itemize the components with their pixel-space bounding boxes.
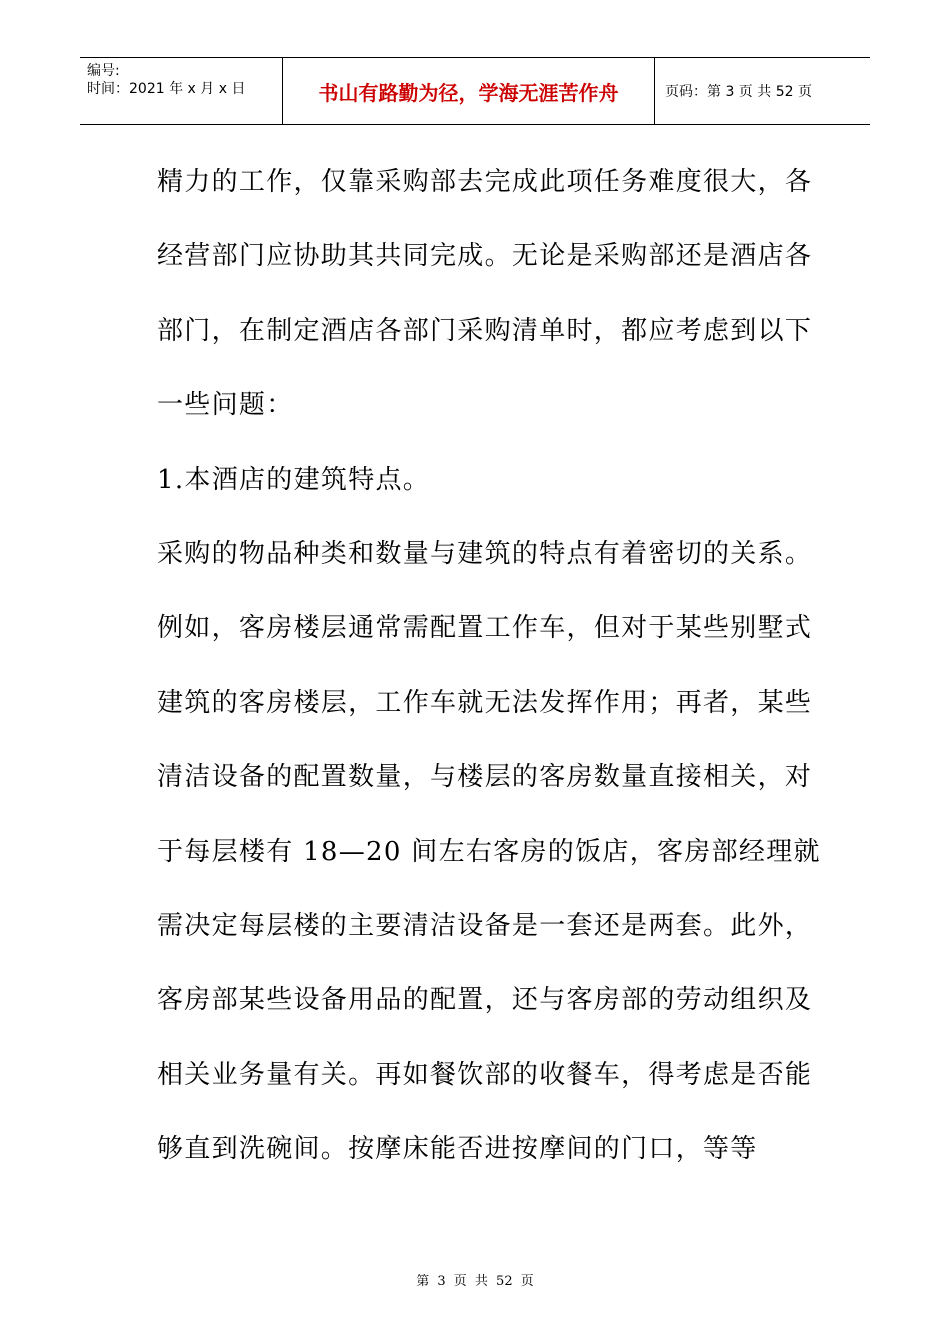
body-line: 部门，在制定酒店各部门采购清单时，都应考虑到以下: [157, 315, 813, 346]
body-line: 经营部门应协助其共同完成。无论是采购部还是酒店各: [157, 241, 813, 272]
body-line: 需决定每层楼的主要清洁设备是一套还是两套。此外，: [157, 910, 813, 941]
header-meta: [80, 58, 282, 124]
page-header: [80, 57, 870, 125]
section-heading: 1.本酒店的建筑特点。: [157, 464, 431, 495]
body-line: 例如，客房楼层通常需配置工作车，但对于某些别墅式: [157, 613, 813, 644]
body-line: 够直到洗碗间。按摩床能否进按摩间的门口，等等: [157, 1134, 758, 1165]
body-line: 客房部某些设备用品的配置，还与客房部的劳动组织及: [157, 985, 813, 1016]
document-time-label: 时间：2021 年 x 月 x 日: [87, 81, 246, 97]
header-motto: 书山有路勤为径，学海无涯苦作舟: [282, 58, 655, 124]
body-line: 精力的工作，仅靠采购部去完成此项任务难度很大，各: [157, 167, 813, 197]
body-line: 相关业务量有关。再如餐饮部的收餐车，得考虑是否能: [157, 1059, 813, 1090]
body-line: 建筑的客房楼层，工作车就无法发挥作用；再者，某些: [157, 687, 813, 718]
body-line: 于每层楼有 18—20 间左右客房的饭店，客房部经理就: [157, 836, 821, 867]
document-number-label: 编号:: [87, 63, 120, 79]
body-line: 清洁设备的配置数量，与楼层的客房数量直接相关，对: [157, 762, 813, 793]
body-line: 一些问题：: [157, 390, 294, 421]
body-line: 采购的物品种类和数量与建筑的特点有着密切的关系。: [157, 538, 813, 569]
header-page-info: 页码：第 3 页 共 52 页: [665, 84, 812, 100]
page-footer: 第 3 页 共 52 页: [416, 1274, 534, 1289]
document-body: [157, 145, 821, 1186]
